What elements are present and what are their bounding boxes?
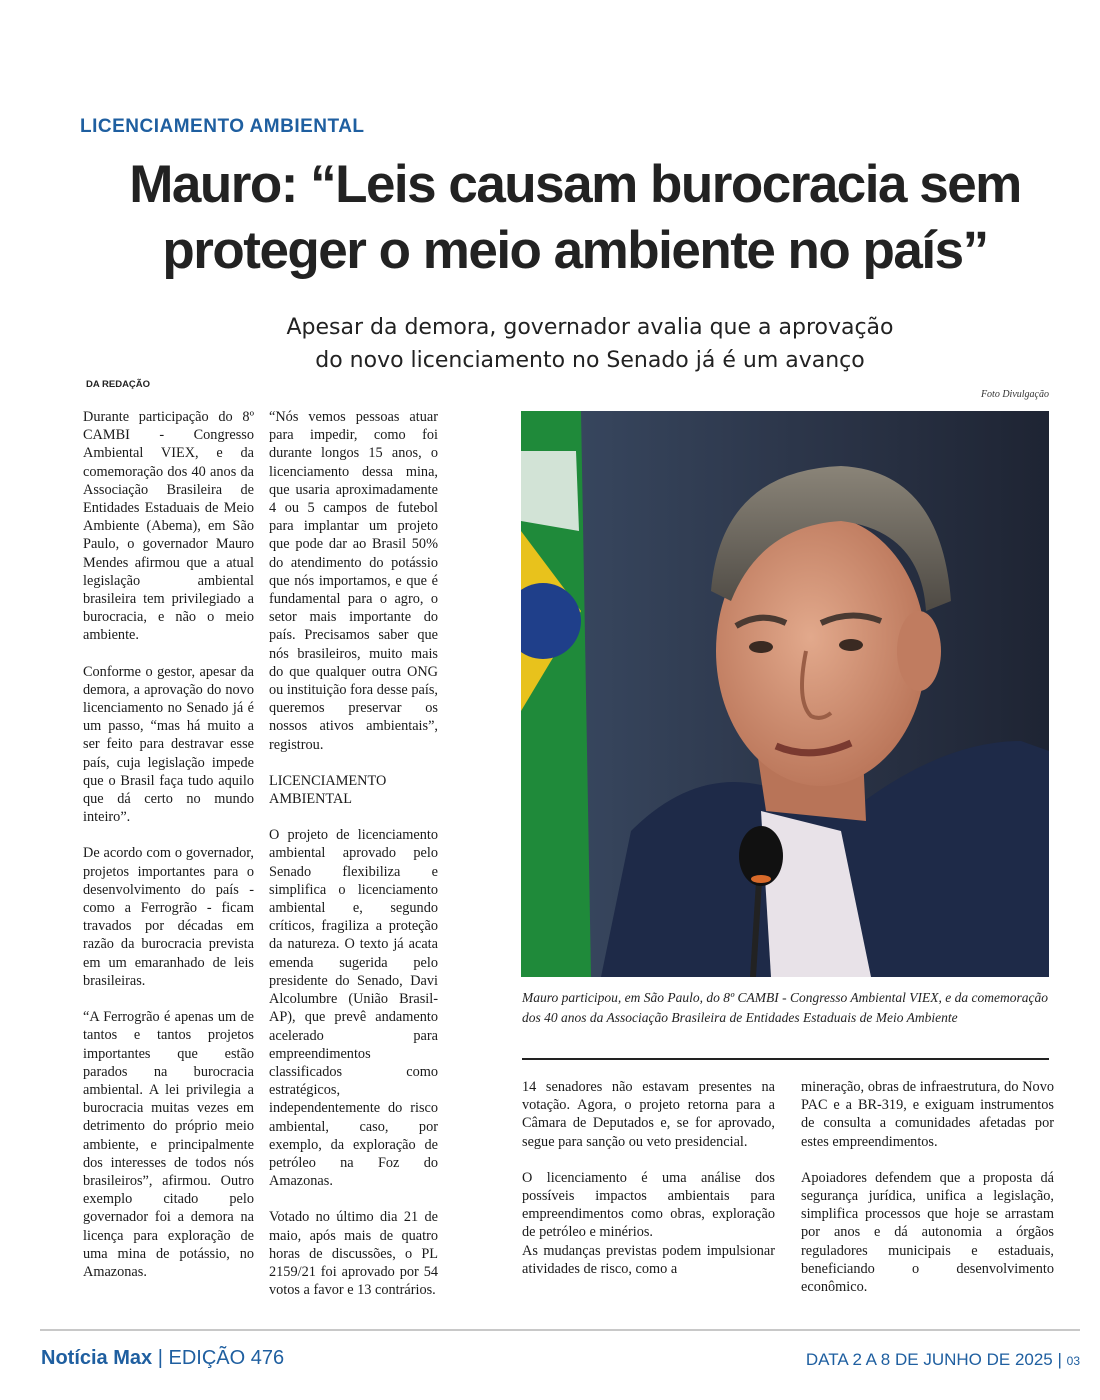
- paragraph: “A Ferrogrão é apenas um de tantos e tantos projetos importantes que estão parados na burocracia ambiental. A lei privilegia a burocracia muitas vezes em detrimento do próprio meio ambiente, e principalmente dos interesses de todos nós brasileiros”, afirmou. Outro exemplo citado pelo governador foi a demora na licença para exploração de uma mina de potássio, no Amazonas.: [83, 1009, 254, 1280]
- paragraph: O licenciamento é uma análise dos possíveis impactos ambientais para empreendimentos como obras, exploração de petróleo e minérios.: [522, 1169, 775, 1241]
- footer-brand: [41, 1347, 284, 1370]
- footer-divider: [40, 1329, 1080, 1331]
- section-kicker: LICENCIAMENTO AMBIENTAL: [80, 116, 365, 137]
- edition-separator: |: [157, 1347, 169, 1369]
- edition-date: DATA 2 A 8 DE JUNHO DE 2025: [805, 1350, 1053, 1369]
- headline-line-2: proteger o meio ambiente no país”: [162, 221, 988, 280]
- edition-label: EDIÇÃO 476: [168, 1347, 285, 1369]
- article-column-3: [522, 1078, 775, 1296]
- portrait-illustration: [521, 411, 1049, 977]
- photo-credit: Foto Divulgação: [980, 389, 1049, 400]
- paragraph: O projeto de licenciamento ambiental aprovado pelo Senado flexibiliza e simplifica o licenciamento ambiental e, segundo críticos, fragiliza a proteção da natureza. O texto já acata emenda sugerida pelo presidente do Senado, Davi Alcolumbre (União Brasil-AP), que prevê andamento acelerado para empreendimentos classificados como estratégicos, independentemente do risco ambiental, caso, por exemplo, da exploração de petróleo na Foz do Amazonas.: [269, 827, 438, 1190]
- paragraph: Apoiadores defendem que a proposta dá segurança jurídica, unifica a legislação, simplifica processos que hoje se arrastam por anos e dá autonomia a órgãos reguladores municipais e estaduais, beneficiando o desenvolvimento econômico.: [801, 1169, 1054, 1296]
- subheadline-line-1: Apesar da demora, governador avalia que a aprovação: [286, 315, 894, 340]
- article-column-2: [269, 408, 438, 1317]
- page-number: 03: [1066, 1354, 1080, 1368]
- paragraph: mineração, obras de infraestrutura, do Novo PAC e a BR-319, e exiguam instrumentos de consulta a comunidades afetadas por estes empreendimentos.: [801, 1079, 1054, 1150]
- paragraph: Votado no último dia 21 de maio, após mais de quatro horas de discussões, o PL 2159/21 foi aprovado por 54 votos a favor e 13 contrários.: [269, 1209, 438, 1299]
- photo-caption: Mauro participou, em São Paulo, do 8º CAMBI - Congresso Ambiental VIEX, e da comemoração dos 40 anos da Associação Brasileira de Entidades Estaduais de Meio Ambiente: [522, 990, 1048, 1025]
- portrait-photo: [521, 411, 1049, 977]
- article-column-1: [83, 408, 254, 1299]
- paragraph: “Nós vemos pessoas atuar para impedir, como foi durante longos 15 anos, o licenciamento dessa mina, que usaria aproximadamente 4 ou 5 campos de futebol para implantar um projeto que pode dar ao Brasil 50% do atendimento do potássio que nós importamos, e que é fundamental para o agro, o setor mais importante do país. Precisamos saber que nós brasileiros, muito mais do que qualquer outra ONG ou instituição fora desse país, queremos preservar os nossos ativos ambientais”, registrou.: [269, 409, 438, 753]
- paragraph: De acordo com o governador, projetos importantes para o desenvolvimento do país - como a Ferrogrão - ficam travados por décadas em razão da burocracia prevista em um emaranhado de leis brasileiras.: [83, 845, 254, 989]
- paragraph: As mudanças previstas podem impulsionar atividades de risco, como a: [522, 1242, 775, 1277]
- subheadline-line-2: do novo licenciamento no Senado já é um avanço: [315, 348, 865, 373]
- headline-line-1: Mauro: “Leis causam burocracia sem: [129, 155, 1021, 214]
- headline: [50, 152, 1100, 284]
- brand-name: Notícia Max: [41, 1347, 153, 1369]
- article-column-4: [801, 1078, 1054, 1314]
- caption-divider: [522, 1058, 1049, 1060]
- page-separator: |: [1057, 1350, 1067, 1369]
- subheadline: [140, 311, 1040, 377]
- paragraph: Durante participação do 8º CAMBI - Congresso Ambiental VIEX, e da comemoração dos 40 anos da Associação Brasileira de Entidades Estaduais de Meio Ambiente (Abema), em São Paulo, o governador Mauro Mendes afirmou que a atual legislação ambiental brasileira tem privilegiado a burocracia, e não o meio ambiente.: [83, 409, 254, 644]
- paragraph: Conforme o gestor, apesar da demora, a aprovação do novo licenciamento no Senado já é um passo, “mas há muito a ser feito para destravar esse país, cuja legislação impede que o Brasil faça tudo aquilo que dá certo no mundo inteiro”.: [83, 663, 254, 826]
- footer-date: [806, 1350, 1080, 1370]
- paragraph: 14 senadores não estavam presentes na votação. Agora, o projeto retorna para a Câmara de Deputados e, se for aprovado, segue para sanção ou veto presidencial.: [522, 1079, 775, 1150]
- byline: DA REDAÇÃO: [86, 379, 151, 390]
- intertitle: LICENCIAMENTO AMBIENTAL: [269, 772, 387, 808]
